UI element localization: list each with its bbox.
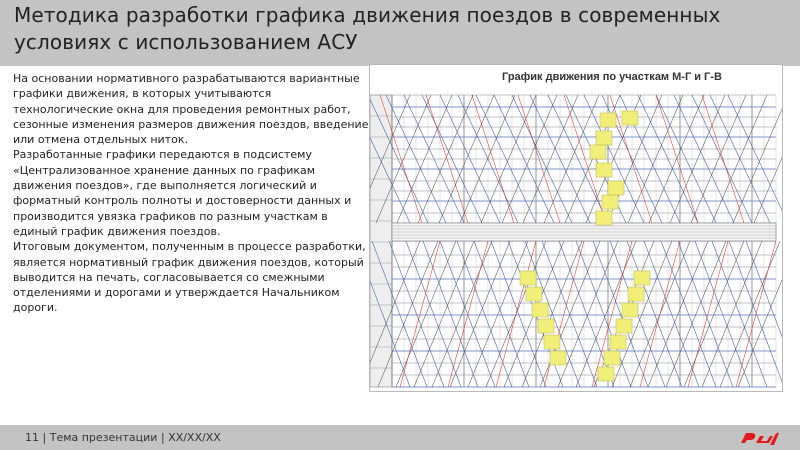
footer-separator-2: |: [160, 431, 165, 444]
technological-window-block: [596, 131, 612, 145]
footer-text: [25, 430, 221, 445]
technological-window-block: [604, 351, 620, 365]
technological-window-block: [628, 287, 644, 301]
technological-window-block: [634, 271, 650, 285]
technological-window-block: [602, 195, 618, 209]
footer-separator-1: |: [42, 431, 47, 444]
title-bar: [0, 0, 800, 66]
slide-title: Методика разработки графика движения поездов в современных условиях с использованием АСУ: [14, 3, 721, 54]
technological-window-block: [622, 303, 638, 317]
technological-window-block: [526, 287, 542, 301]
technological-window-block: [608, 181, 624, 195]
technological-window-block: [532, 303, 548, 317]
technological-window-block: [616, 319, 632, 333]
presentation-date: XX/XX/XX: [168, 431, 221, 444]
train-schedule-figure: [369, 64, 783, 392]
technological-window-block: [538, 319, 554, 333]
technological-window-block: [596, 211, 612, 225]
body-paragraph-3: Итоговым документом, полученным в процессе разработки, является нормативный график движения поездов, который выводится на печать, согласовывается со смежными отделениями и дорогами и утверждается Начальником дороги.: [13, 240, 366, 315]
technological-window-block: [544, 335, 560, 349]
technological-window-block: [598, 367, 614, 381]
technological-window-block: [622, 111, 638, 125]
technological-window-block: [590, 145, 606, 159]
technological-window-block: [610, 335, 626, 349]
page-number: 11: [25, 431, 39, 444]
body-text: [13, 71, 373, 316]
technological-window-block: [596, 163, 612, 177]
footer-bar: [0, 425, 800, 450]
presentation-topic: Тема презентации: [49, 431, 158, 444]
body-paragraph-2: Разработанные графики передаются в подсистему «Централизованное хранение данных по графикам движения поездов», где выполняется логический и форматный контроль полноты и достоверности данных и производится увязка графиков по разным участкам в единый график движения поездов.: [13, 148, 352, 238]
technological-window-block: [600, 113, 616, 127]
technological-window-block: [520, 271, 536, 285]
train-schedule-graph: [370, 65, 782, 391]
rzd-logo-icon: [737, 428, 781, 448]
figure-caption: График движения по участкам М-Г и Г-В: [502, 71, 722, 83]
technological-window-block: [550, 351, 566, 365]
body-paragraph-1: На основании нормативного разрабатываются вариантные графики движения, в которых учитываются технологические окна для проведения ремонтных работ, сезонные изменения размеров движения поездов, введение или отмена отдельных ниток.: [13, 72, 369, 147]
